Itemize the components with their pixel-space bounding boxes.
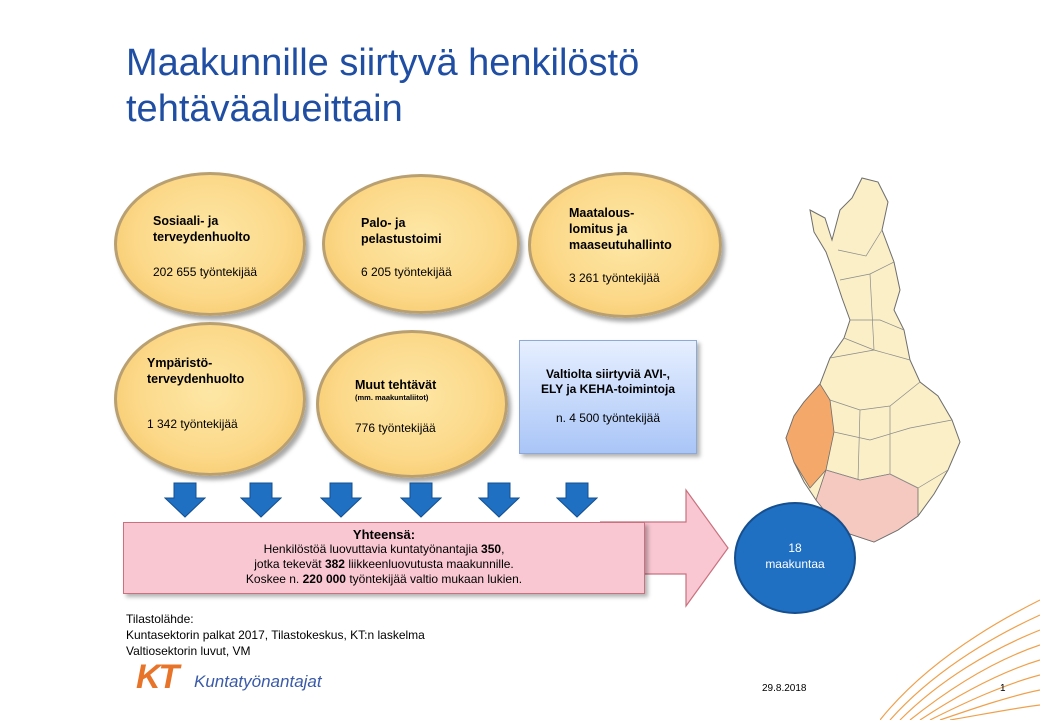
summary-line-2: jotka tekevät 382 liikkeenluovutusta maakunnille.	[254, 557, 514, 571]
bubble-sote-title: Sosiaali- ja terveydenhuolto	[153, 214, 251, 244]
title-line-2: tehtäväalueittain	[126, 88, 403, 130]
bubble-maatalous-title: Maatalous- lomitus ja maaseutuhallinto	[569, 206, 672, 252]
state-transfer-box	[519, 340, 697, 454]
summary-box	[123, 522, 645, 594]
bubble-palo	[322, 174, 520, 314]
bubble-maatalous	[528, 172, 722, 318]
bubble-muut-count: 776 työntekijää	[355, 421, 436, 435]
bubble-ymparisto	[114, 322, 306, 476]
page-title	[126, 40, 766, 132]
kt-logo-mark: KT	[136, 658, 178, 696]
bubble-muut-title: Muut tehtävät (mm. maakuntaliitot)	[355, 378, 437, 402]
source-line-2: Valtiosektorin luvut, VM	[126, 644, 251, 658]
bubble-maatalous-count: 3 261 työntekijää	[569, 271, 660, 285]
source-note	[126, 611, 425, 659]
down-arrow-icon	[556, 482, 598, 518]
summary-heading: Yhteensä:	[352, 527, 416, 542]
bubble-ymparisto-count: 1 342 työntekijää	[147, 417, 238, 431]
summary-line-1: Henkilöstöä luovuttavia kuntatyönantajia 350,	[263, 542, 505, 556]
down-arrow-icon	[164, 482, 206, 518]
regions-label: maakuntaa	[765, 557, 825, 571]
regions-circle	[734, 502, 856, 614]
bubble-sote	[114, 172, 306, 316]
bubble-ymparisto-title: Ympäristö- terveydenhuolto	[147, 356, 245, 386]
bubble-muut-sub: (mm. maakuntaliitot)	[355, 393, 429, 402]
page-number: 1	[1000, 683, 1006, 694]
bubble-sote-count: 202 655 työntekijää	[153, 265, 258, 279]
state-transfer-title: Valtiolta siirtyviä AVI-, ELY ja KEHA-toimintoja	[540, 367, 676, 396]
source-label: Tilastolähde:	[126, 612, 194, 626]
bubble-palo-title: Palo- ja pelastustoimi	[361, 216, 442, 246]
title-line-1: Maakunnille siirtyvä henkilöstö	[126, 42, 640, 84]
down-arrow-icon	[320, 482, 362, 518]
summary-line-3: Koskee n. 220 000 työntekijää valtio mukaan lukien.	[245, 572, 523, 586]
bubble-palo-count: 6 205 työntekijää	[361, 265, 452, 279]
down-arrow-icon	[478, 482, 520, 518]
bubble-muut	[316, 330, 508, 478]
down-arrow-icon	[240, 482, 282, 518]
source-line-1: Kuntasektorin palkat 2017, Tilastokeskus, KT:n laskelma	[126, 628, 425, 642]
decorative-swoosh	[880, 560, 1040, 720]
down-arrow-icon	[400, 482, 442, 518]
kt-logo-name: Kuntatyönantajat	[194, 672, 322, 691]
state-transfer-count: n. 4 500 työntekijää	[555, 411, 661, 425]
regions-count: 18	[788, 541, 802, 555]
footer-date: 29.8.2018	[762, 683, 807, 694]
